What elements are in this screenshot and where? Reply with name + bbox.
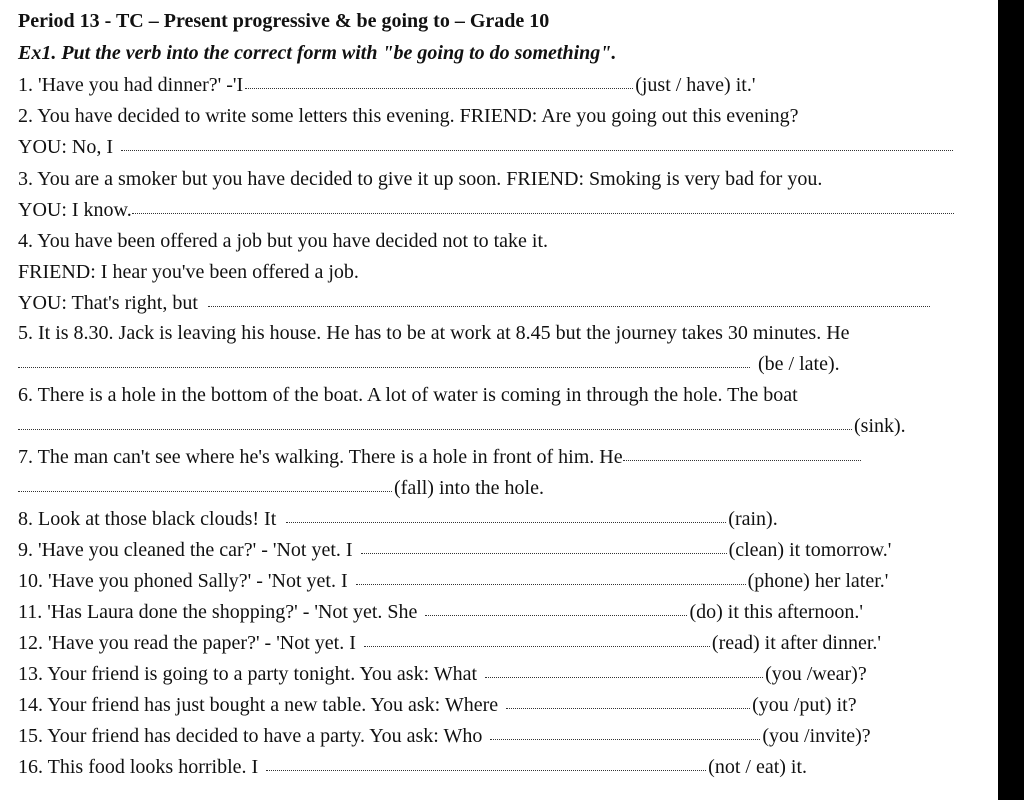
q7-answer-blank-2[interactable] [18, 473, 392, 492]
q6-verb-hint: (sink). [854, 415, 906, 437]
q11-prompt: 11. 'Has Laura done the shopping?' - 'Not yet. She [18, 601, 418, 623]
q7-answer-blank-1[interactable] [623, 442, 861, 461]
question-13 [18, 659, 972, 689]
q9-answer-blank[interactable] [361, 535, 727, 554]
q1-prompt: 1. 'Have you had dinner?' -'I [18, 74, 244, 96]
q5-answer-blank[interactable] [18, 349, 750, 368]
question-10 [18, 566, 972, 596]
question-8 [18, 504, 972, 534]
q10-prompt: 10. 'Have you phoned Sally?' - 'Not yet. I [18, 570, 348, 592]
q16-verb-hint: (not / eat) it. [708, 756, 808, 778]
question-4-friend-line [18, 257, 972, 287]
q16-prompt: 16. This food looks horrible. I [18, 756, 259, 778]
question-2 [18, 101, 972, 131]
question-14 [18, 690, 972, 720]
q11-answer-blank[interactable] [425, 597, 687, 616]
q2-answer-blank[interactable] [121, 132, 953, 151]
q13-verb-hint: (you /wear)? [765, 663, 867, 685]
question-16 [18, 752, 972, 782]
q6-prompt: 6. There is a hole in the bottom of the boat. A lot of water is coming in through the hole. The boat [18, 384, 798, 406]
title-text: Period 13 - TC – Present progressive & be going to – Grade 10 [18, 10, 550, 32]
question-5-answer-line [18, 349, 972, 379]
q8-verb-hint: (rain). [728, 508, 778, 530]
q10-verb-hint: (phone) her later.' [747, 570, 889, 592]
question-3-answer-line [18, 195, 972, 225]
instruction-text: Ex1. Put the verb into the correct form with "be going to do something". [18, 42, 617, 64]
q11-verb-hint: (do) it this afternoon.' [689, 601, 864, 623]
q10-answer-blank[interactable] [356, 566, 746, 585]
q3-you-label: YOU: I know. [18, 199, 132, 221]
question-3 [18, 164, 972, 194]
q4-prompt: 4. You have been offered a job but you have decided not to take it. [18, 230, 549, 252]
q6-answer-blank[interactable] [18, 411, 852, 430]
q2-you-label: YOU: No, I [18, 136, 113, 158]
q5-prompt: 5. It is 8.30. Jack is leaving his house. He has to be at work at 8.45 but the journey takes 30 minutes. He [18, 322, 850, 344]
question-6 [18, 380, 972, 410]
q3-prompt: 3. You are a smoker but you have decided to give it up soon. FRIEND: Smoking is very bad for you. [18, 168, 823, 190]
q12-prompt: 12. 'Have you read the paper?' - 'Not yet. I [18, 632, 356, 654]
page-edge-border [998, 0, 1024, 800]
q7-verb-hint: (fall) into the hole. [394, 477, 544, 499]
q2-prompt: 2. You have decided to write some letters this evening. FRIEND: Are you going out this evening? [18, 105, 799, 127]
question-9 [18, 535, 972, 565]
q14-prompt: 14. Your friend has just bought a new table. You ask: Where [18, 694, 499, 716]
q4-answer-blank[interactable] [208, 288, 930, 307]
question-11 [18, 597, 972, 627]
question-6-answer-line [18, 411, 972, 441]
exercise-instruction [18, 38, 972, 68]
q3-answer-blank[interactable] [132, 195, 954, 214]
q7-prompt: 7. The man can't see where he's walking. There is a hole in front of him. He [18, 446, 623, 468]
q8-answer-blank[interactable] [286, 504, 726, 523]
question-7-answer-line [18, 473, 972, 503]
worksheet-title [18, 6, 972, 36]
question-5 [18, 318, 972, 348]
q15-prompt: 15. Your friend has decided to have a party. You ask: Who [18, 725, 483, 747]
q13-prompt: 13. Your friend is going to a party tonight. You ask: What [18, 663, 478, 685]
question-2-answer-line [18, 132, 972, 162]
q15-verb-hint: (you /invite)? [762, 725, 871, 747]
q8-prompt: 8. Look at those black clouds! It [18, 508, 277, 530]
question-4-answer-line [18, 288, 972, 318]
question-12 [18, 628, 972, 658]
q4-you-label: YOU: That's right, but [18, 292, 198, 314]
q16-answer-blank[interactable] [266, 752, 706, 771]
q12-answer-blank[interactable] [364, 628, 710, 647]
q4-friend-text: FRIEND: I hear you've been offered a job. [18, 261, 359, 283]
q13-answer-blank[interactable] [485, 659, 763, 678]
q5-verb-hint: (be / late). [758, 353, 840, 375]
question-1 [18, 70, 972, 100]
q15-answer-blank[interactable] [490, 721, 760, 740]
q14-verb-hint: (you /put) it? [752, 694, 857, 716]
q9-prompt: 9. 'Have you cleaned the car?' - 'Not yet. I [18, 539, 353, 561]
question-4 [18, 226, 972, 256]
question-7 [18, 442, 972, 472]
q1-verb-hint: (just / have) it.' [635, 74, 756, 96]
q14-answer-blank[interactable] [506, 690, 750, 709]
q9-verb-hint: (clean) it tomorrow.' [728, 539, 892, 561]
question-15 [18, 721, 972, 751]
q12-verb-hint: (read) it after dinner.' [711, 632, 881, 654]
q1-answer-blank[interactable] [245, 70, 633, 89]
